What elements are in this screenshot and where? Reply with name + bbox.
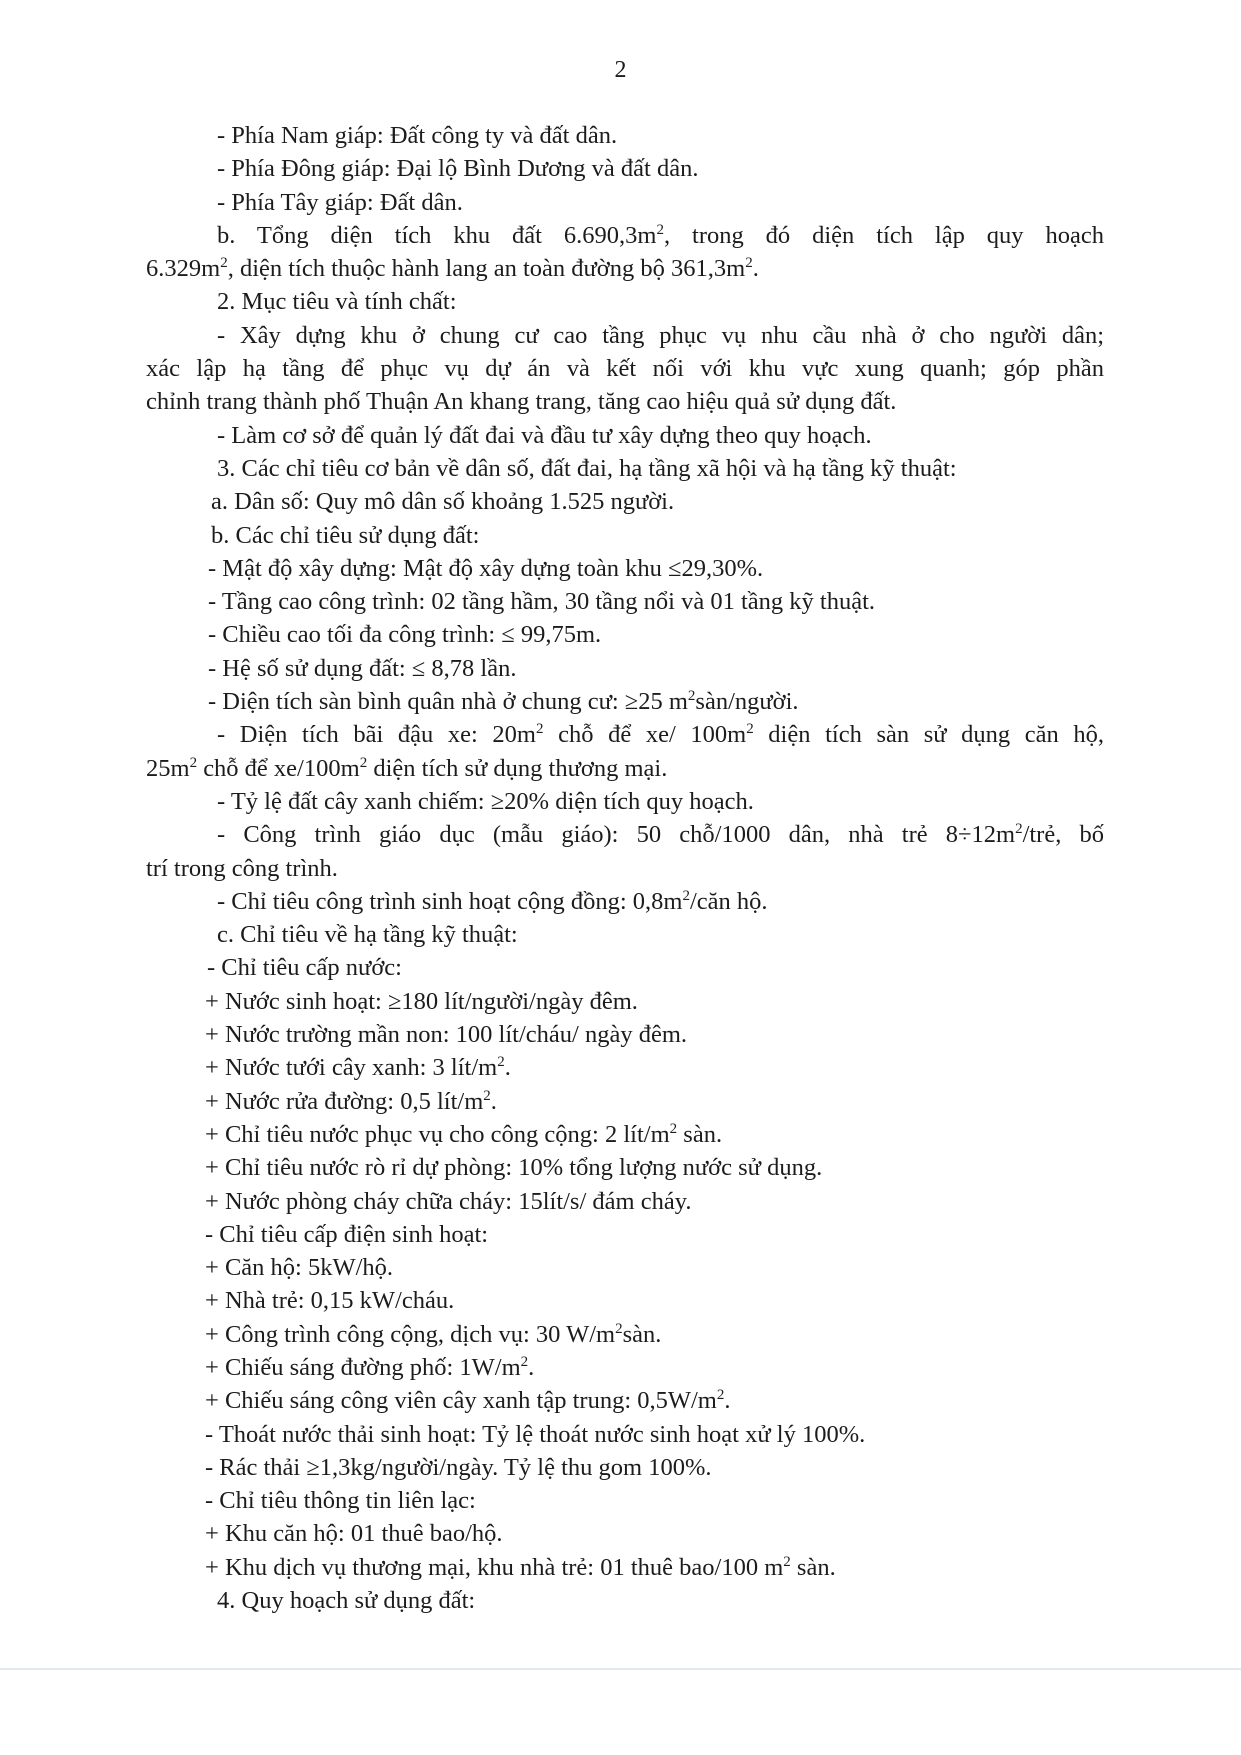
text-line: + Chỉ tiêu nước phục vụ cho công cộng: 2 lít/$m^2$ sàn.: [205, 1120, 723, 1148]
text-line: + Khu dịch vụ thương mại, khu nhà trẻ: 01 thuê bao/100 $m^2$ sàn.: [205, 1553, 836, 1581]
text-line: - Làm cơ sở để quản lý đất đai và đầu tư xây dựng theo quy hoạch.: [217, 421, 872, 449]
text-line: + Nước phòng cháy chữa cháy: 15lít/s/ đám cháy.: [205, 1187, 692, 1215]
text-line: - Tầng cao công trình: 02 tầng hầm, 30 tầng nổi và 01 tầng kỹ thuật.: [208, 588, 876, 616]
text-line: b. Các chỉ tiêu sử dụng đất:: [211, 521, 480, 549]
text-line: + Công trình công cộng, dịch vụ: 30 $W/m^2sàn$.: [205, 1320, 662, 1348]
text-line: - Phía Đông giáp: Đại lộ Bình Dương và đất dân.: [217, 155, 699, 183]
text-line: c. Chỉ tiêu về hạ tầng kỹ thuật:: [217, 921, 518, 949]
text-line: - Phía Tây giáp: Đất dân.: [217, 188, 463, 216]
text-line: - Công trình giáo dục (mẫu giáo): 50 chỗ/1000 dân, nhà trẻ $8\div 12m^2$/trẻ, bố: [217, 821, 1104, 849]
text-line: - Chỉ tiêu cấp nước:: [207, 954, 402, 982]
text-line: xác lập hạ tầng để phục vụ dự án và kết nối với khu vực xung quanh; góp phần: [146, 355, 1104, 383]
text-line: - Diện tích sàn bình quân nhà ở chung cư: ≥25 $m^2sàn$/người.: [208, 688, 799, 716]
text-line: 4. Quy hoạch sử dụng đất:: [217, 1587, 476, 1615]
text-line: + Nước sinh hoạt: ≥180 lít/người/ngày đêm.: [205, 987, 638, 1015]
text-line: a. Dân số: Quy mô dân số khoảng 1.525 người.: [211, 488, 675, 516]
text-line: b. Tổng diện tích khu đất $6.690,3m^2$, trong đó diện tích lập quy hoạch: [217, 221, 1104, 249]
scan-artifact-line: [0, 1668, 1241, 1670]
text-line: + Nước tưới cây xanh: 3 lít/$m^2$.: [205, 1054, 511, 1082]
text-line: + Chỉ tiêu nước rò rỉ dự phòng: 10% tổng lượng nước sử dụng.: [205, 1154, 823, 1182]
text-line: - Chiều cao tối đa công trình: ≤ 99,75m.: [208, 621, 602, 649]
text-line: + Nhà trẻ: 0,15 kW/cháu.: [205, 1287, 455, 1315]
document-body: [146, 119, 1104, 1617]
text-line: - Tỷ lệ đất cây xanh chiếm: ≥20% diện tích quy hoạch.: [217, 787, 754, 815]
text-line: - Hệ số sử dụng đất: ≤ 8,78 lần.: [208, 654, 517, 682]
text-line: - Chỉ tiêu công trình sinh hoạt cộng đồng: $0,8m^2$/căn hộ.: [217, 887, 768, 915]
text-line: + Chiếu sáng công viên cây xanh tập trung: $0,5W/m^2$.: [205, 1387, 731, 1415]
text-line: + Nước trường mần non: 100 lít/cháu/ ngày đêm.: [205, 1021, 688, 1049]
text-line: + Căn hộ: 5kW/hộ.: [205, 1254, 394, 1282]
text-line: - Diện tích bãi đậu xe: $20m^2$ chỗ để xe/ $100m^2$ diện tích sàn sử dụng căn hộ,: [217, 721, 1104, 749]
text-line: chỉnh trang thành phố Thuận An khang trang, tăng cao hiệu quả sử dụng đất.: [146, 388, 897, 416]
text-line: + Nước rửa đường: 0,5 lít/$m^2$.: [205, 1087, 497, 1115]
text-line: - Chỉ tiêu thông tin liên lạc:: [205, 1487, 476, 1515]
text-line: trí trong công trình.: [146, 854, 338, 882]
text-line: - Thoát nước thải sinh hoạt: Tỷ lệ thoát nước sinh hoạt xử lý 100%.: [205, 1420, 866, 1448]
text-line: $25m^2$ chỗ để $xe/100m^2$ diện tích sử dụng thương mại.: [146, 754, 668, 782]
text-line: - Xây dựng khu ở chung cư cao tầng phục vụ nhu cầu nhà ở cho người dân;: [217, 321, 1104, 349]
text-line: $6.329m^2$, diện tích thuộc hành lang an toàn đường bộ $361,3m^2$.: [146, 255, 759, 283]
text-line: + Khu căn hộ: 01 thuê bao/hộ.: [205, 1520, 503, 1548]
text-line: - Chỉ tiêu cấp điện sinh hoạt:: [205, 1220, 489, 1248]
text-line: - Rác thải ≥1,3kg/người/ngày. Tỷ lệ thu gom 100%.: [205, 1453, 712, 1481]
text-line: - Mật độ xây dựng: Mật độ xây dựng toàn khu ≤29,30%.: [208, 554, 764, 582]
page-number: 2: [614, 57, 627, 83]
text-line: - Phía Nam giáp: Đất công ty và đất dân.: [217, 122, 618, 149]
text-line: + Chiếu sáng đường phố: $1W/m^2$.: [205, 1353, 535, 1381]
text-line: 3. Các chỉ tiêu cơ bản về dân số, đất đai, hạ tầng xã hội và hạ tầng kỹ thuật:: [217, 454, 957, 482]
text-line: 2. Mục tiêu và tính chất:: [217, 288, 457, 316]
